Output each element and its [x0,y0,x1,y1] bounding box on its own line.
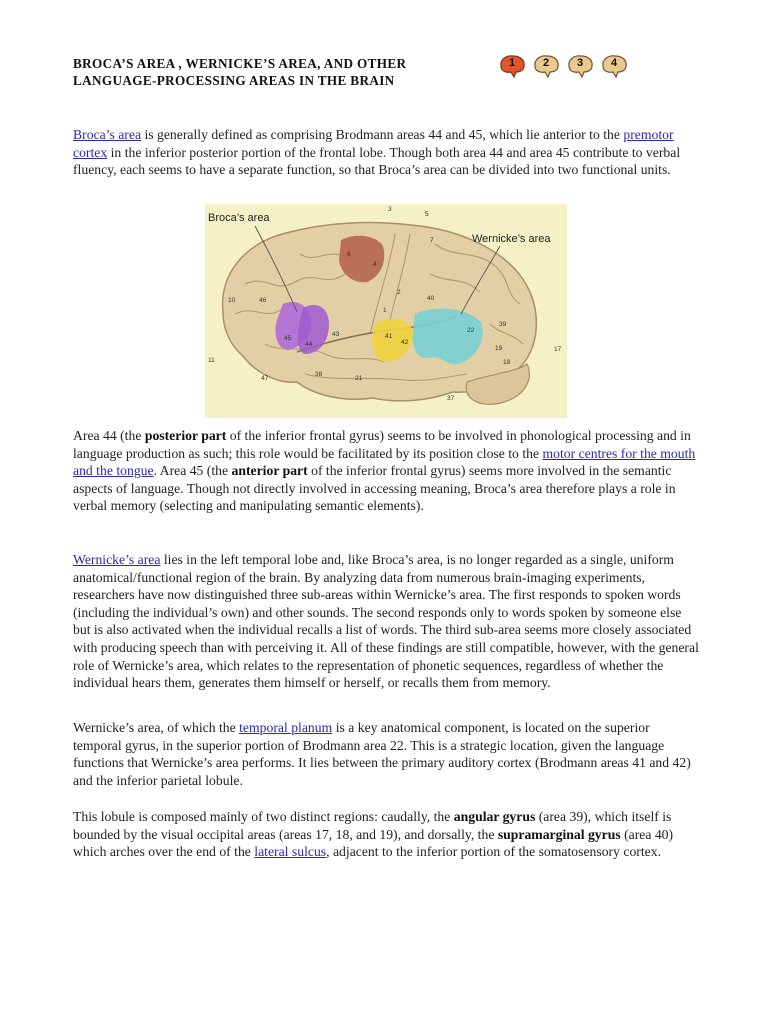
wernicke-area-link[interactable]: Wernicke’s area [73,552,161,567]
level-3-label: 3 [576,57,584,69]
label-broca-area: Broca’s area [208,212,270,224]
level-1-brain-icon[interactable] [497,53,527,79]
motor-centres-link[interactable]: motor centres for the mouth and the tongue [73,445,696,479]
paragraph-temporal-planum [73,719,701,789]
area-num-4: 4 [373,261,377,268]
p2-bold-posterior: posterior part [144,428,227,443]
p2-text-2: of the inferior frontal gyrus) seems to be involved in phonological processing and in language production as such; this role would be facilitated by its position close to the [73,428,691,461]
p5-text-1: This lobule is composed mainly of two distinct regions: caudally, the [73,809,454,824]
lateral-sulcus-link[interactable]: lateral sulcus [254,844,327,860]
level-nav [497,53,629,79]
level-1-label: 1 [508,57,516,69]
p2-text-4: of the inferior frontal gyrus) seems more involved in the semantic aspects of language. Though not directly involved in accessing meaning, Broca’s area therefore plays a role in verbal memory (selecting and manipulating semantic elements). [73,463,676,514]
wernicke-region [413,308,483,364]
level-2-brain-icon[interactable] [531,53,561,79]
premotor-cortex-link[interactable]: premotor cortex [73,127,674,160]
p5-bold-supramarginal-gyrus: supramarginal gyrus [497,826,621,842]
p5-text-3: (area 40) which arches over the end of the [73,826,674,860]
area-num-19: 19 [495,345,503,352]
area-num-1: 1 [383,307,387,314]
paragraph-area-44-45 [73,427,701,515]
broca-area-link[interactable]: Broca’s area [73,127,142,142]
area-num-18: 18 [503,359,511,366]
p1-text-2: in the inferior posterior portion of the frontal lobe. Though both area 44 and area 45 contribute to verbal fluency, each seems to have a separate function, so that Broca’s area can be divided into two functional units. [73,144,681,178]
p5-text-4: , adjacent to the inferior portion of the somatosensory cortex. [326,844,662,860]
area-num-10: 10 [228,297,236,304]
title-line-1: BROCA’S AREA , WERNICKE’S AREA, AND OTHER [73,56,407,71]
p4-text-2: is a key anatomical component, is located on the superior temporal gyrus, in the superior portion of Brodmann area 22. This is a strategic location, given the language functions that Wernicke’s area performs. It lies between the primary auditory cortex (Brodmann areas 41 and 42) and the inferior parietal lobule. [73,720,691,788]
area-num-42: 42 [401,339,409,346]
p4-text-1: Wernicke’s area, of which the [73,720,240,735]
label-wernicke-area: Wernicke’s area [472,233,551,245]
area-num-47: 47 [261,375,269,382]
temporal-planum-link[interactable]: temporal planum [239,720,333,735]
title-line-2: LANGUAGE-PROCESSING AREAS IN THE BRAIN [73,73,395,88]
area-num-44: 44 [305,341,313,348]
level-4-brain-icon[interactable] [599,53,629,79]
p2-text-3: . Area 45 (the [153,463,232,479]
area-num-37: 37 [447,395,455,402]
level-3-brain-icon[interactable] [565,53,595,79]
p3-text-1: lies in the left temporal lobe and, like Broca’s area, is no longer regarded as a single, uniform anatomical/functional region of the brain. By analyzing data from numerous brain-imaging experiments, researchers have now distinguished three sub-areas within Wernicke’s area. The first responds to spoken words (including the individual’s own) and other sounds. The second responds only to words spoken by someone else but is also activated when the individual recalls a list of words. The third sub-area seems more closely associated with producing speech than with perceiving it. All of these findings are still compatible, however, with the general role of Wernicke’s area, which relates to the representation of phonetic sequences, regardless of whether the individual hears them, generates them himself or herself, or recalls them from memory. [73,552,699,691]
p5-bold-angular-gyrus: angular gyrus [453,809,536,824]
level-2-label: 2 [542,57,550,69]
p1-text-1: is generally defined as comprising Brodmann areas 44 and 45, which lie anterior to the [141,127,624,142]
level-4-label: 4 [610,57,618,69]
area-num-6: 6 [347,251,351,258]
page-title [73,55,493,89]
area-num-11: 11 [208,357,215,364]
paragraph-lobule [73,808,701,861]
area-num-17: 17 [554,346,562,353]
area-num-43: 43 [332,331,340,338]
p2-text-1: Area 44 (the [73,428,145,443]
area-num-46: 46 [259,297,267,304]
area-num-5: 5 [425,211,429,218]
area-num-45: 45 [284,335,292,342]
area-num-22: 22 [467,327,475,334]
paragraph-broca-intro [73,126,701,179]
area-num-3: 3 [388,206,392,213]
area-num-2: 2 [397,289,401,296]
paragraph-wernicke-intro [73,551,701,692]
area-num-38: 38 [315,371,323,378]
brain-diagram [205,204,567,418]
area-num-40: 40 [427,295,435,302]
p5-text-2: (area 39), which itself is bounded by the visual occipital areas (areas 17, 18, and 19), and dorsally, the [73,809,672,842]
area-num-7: 7 [430,237,434,244]
area-num-41: 41 [385,333,393,340]
area-num-39: 39 [499,321,507,328]
p2-bold-anterior: anterior part [231,463,308,479]
area-num-21: 21 [355,375,363,382]
